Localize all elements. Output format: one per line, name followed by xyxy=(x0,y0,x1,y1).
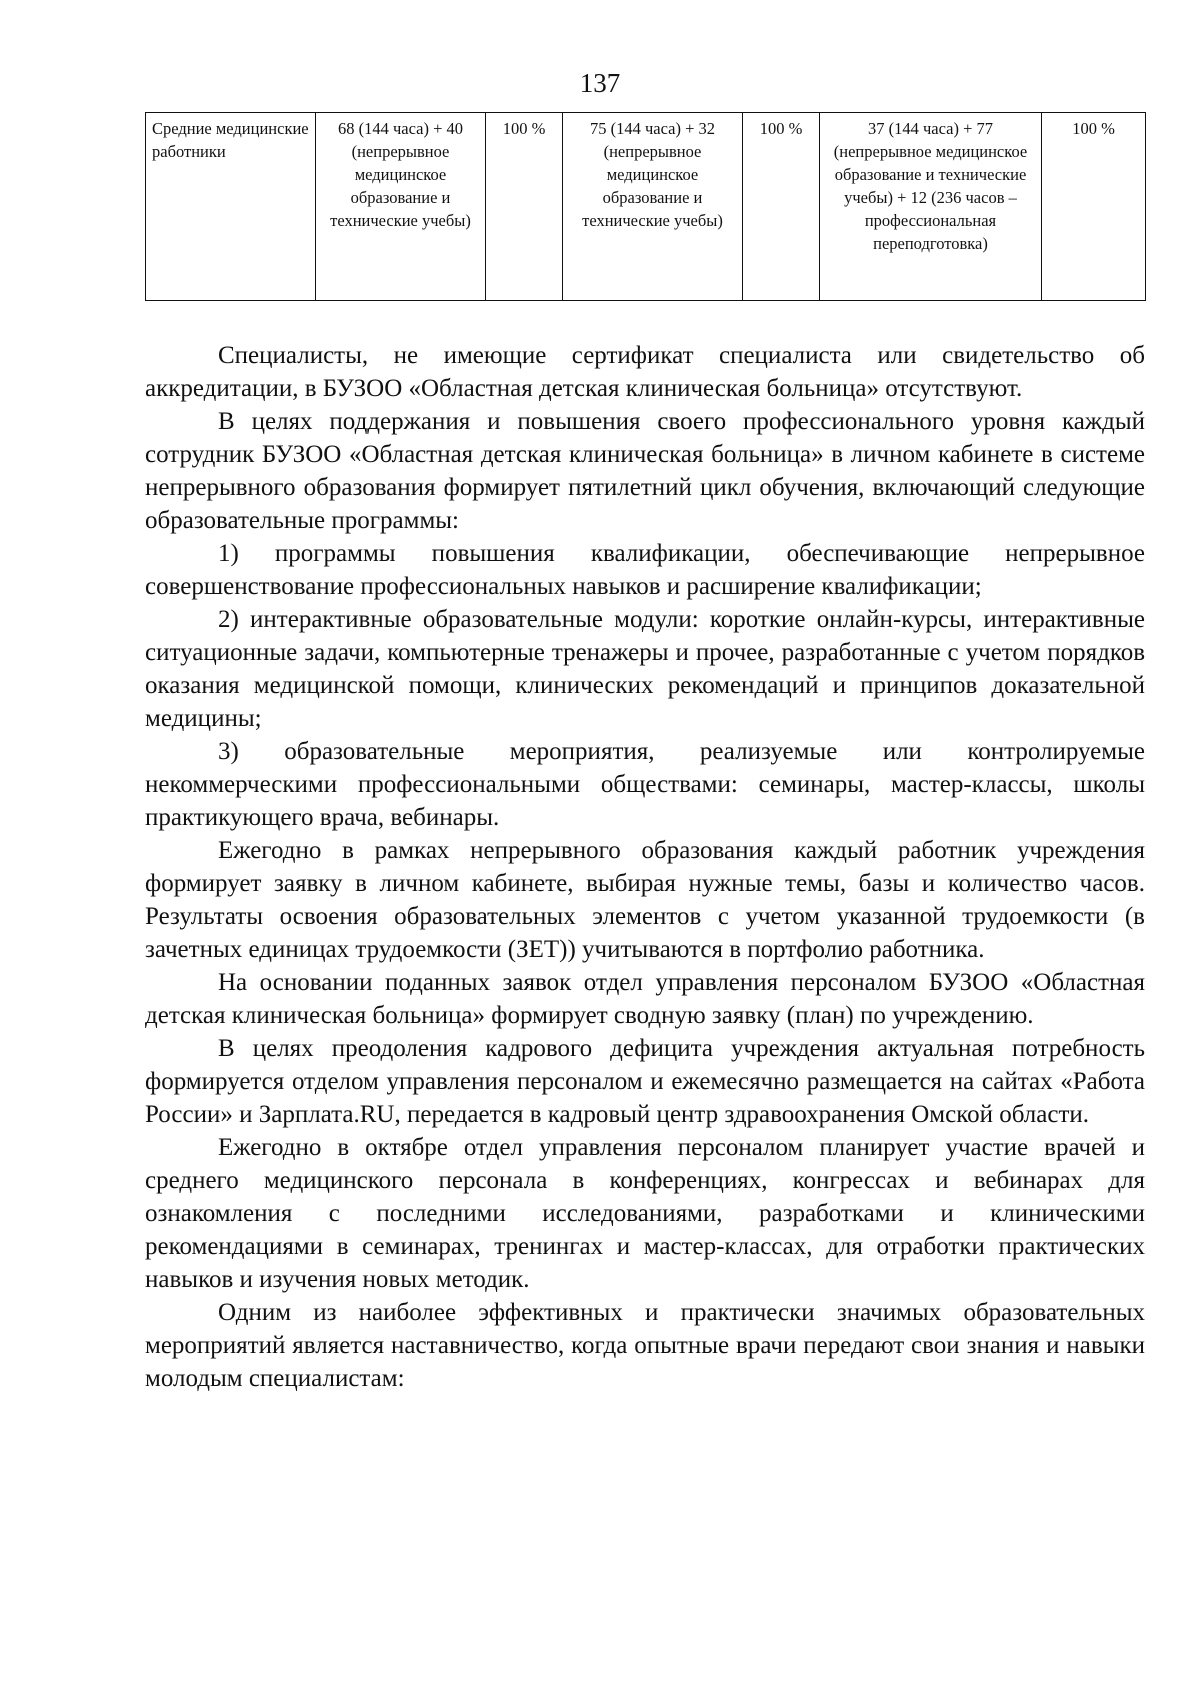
table-cell-value-2: 75 (144 часа) + 32 (непрерывное медицинское образование и технические учебы) xyxy=(563,113,743,301)
list-item: 3) образовательные мероприятия, реализуемые или контролируемые некоммерческими профессиональными обществами: семинары, мастер-классы, школы практикующего врача, вебинары. xyxy=(145,738,1145,831)
table-cell-percent-3: 100 % xyxy=(1042,113,1146,301)
paragraph: Ежегодно в рамках непрерывного образования каждый работник учреждения формирует заявку в личном кабинете, выбирая нужные темы, базы и количество часов. Результаты освоения образовательных элементов с учетом указанной трудоемкости (в зачетных единицах трудоемкости (ЗЕТ)) учитываются в портфолио работника. xyxy=(145,837,1145,963)
list-item: 2) интерактивные образовательные модули: короткие онлайн-курсы, интерактивные ситуационные задачи, компьютерные тренажеры и прочее, разработанные с учетом порядков оказания медицинской помощи, клинических рекомендаций и принципов доказательной медицины; xyxy=(145,606,1145,732)
paragraph: Специалисты, не имеющие сертификат специалиста или свидетельство об аккредитации, в БУЗОО «Областная детская клиническая больница» отсутствуют. xyxy=(145,342,1145,402)
paragraph: В целях поддержания и повышения своего профессионального уровня каждый сотрудник БУЗОО «Областная детская клиническая больница» в личном кабинете в системе непрерывного образования формирует пятилетний цикл обучения, включающий следующие образовательные программы: xyxy=(145,408,1145,534)
staff-training-table xyxy=(145,112,1146,301)
page-number: 137 xyxy=(579,68,621,98)
paragraph: На основании поданных заявок отдел управления персоналом БУЗОО «Областная детская клиническая больница» формирует сводную заявку (план) по учреждению. xyxy=(145,969,1145,1029)
table-cell-value-3: 37 (144 часа) + 77 (непрерывное медицинское образование и технические учебы) + 12 (236 часов – профессиональная переподготовка) xyxy=(820,113,1042,301)
list-item: 1) программы повышения квалификации, обеспечивающие непрерывное совершенствование профессиональных навыков и расширение квалификации; xyxy=(145,540,1145,600)
paragraph: В целях преодоления кадрового дефицита учреждения актуальная потребность формируется отделом управления персоналом и ежемесячно размещается на сайтах «Работа России» и Зарплата.RU, передается в кадровый центр здравоохранения Омской области. xyxy=(145,1035,1145,1128)
table-cell-percent-1: 100 % xyxy=(486,113,563,301)
table-row xyxy=(146,113,1146,301)
body-text xyxy=(145,339,1145,1395)
table-cell-percent-2: 100 % xyxy=(743,113,820,301)
table-cell-category: Средние медицинские работники xyxy=(146,113,316,301)
paragraph: Одним из наиболее эффективных и практически значимых образовательных мероприятий является наставничество, когда опытные врачи передают свои знания и навыки молодым специалистам: xyxy=(145,1299,1145,1392)
table-cell-value-1: 68 (144 часа) + 40 (непрерывное медицинское образование и технические учебы) xyxy=(316,113,486,301)
paragraph: Ежегодно в октябре отдел управления персоналом планирует участие врачей и среднего медицинского персонала в конференциях, конгрессах и вебинарах для ознакомления с последними исследованиями, разработками и клиническими рекомендациями в семинарах, тренингах и мастер-классах, для отработки практических навыков и изучения новых методик. xyxy=(145,1134,1145,1293)
